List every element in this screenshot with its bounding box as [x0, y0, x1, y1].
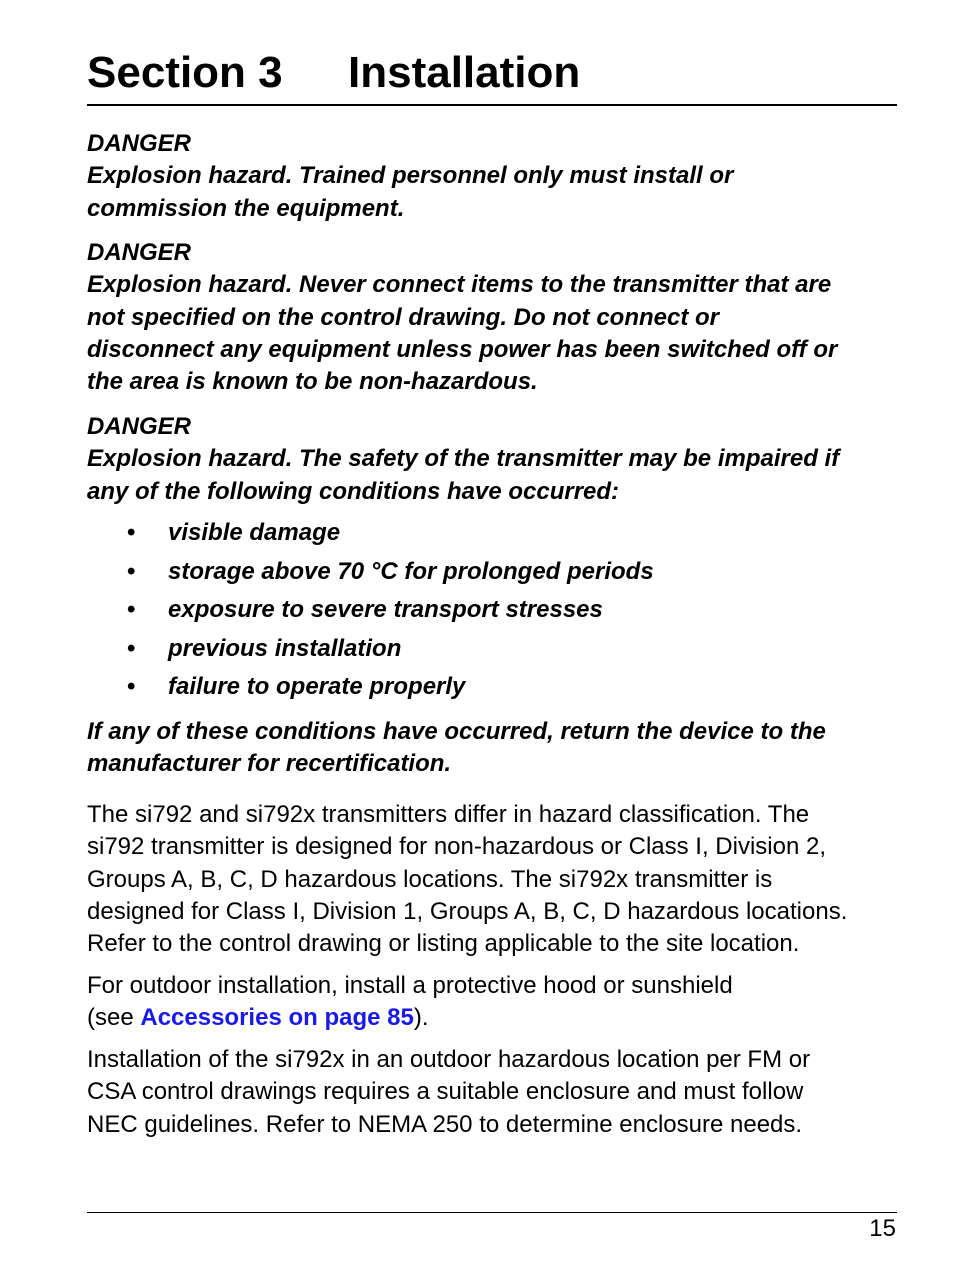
danger-label: DANGER — [87, 413, 192, 440]
page-number: 15 — [869, 1215, 896, 1242]
list-item-text: previous installation — [168, 634, 402, 662]
recert-text-line: If any of these conditions have occurred, return the device to the — [87, 718, 826, 745]
list-item — [87, 670, 654, 709]
paragraph-line: si792 transmitter is designed for non-hazardous or Class I, Division 2, — [87, 833, 827, 861]
outdoor-installation-paragraph — [87, 970, 902, 1035]
enclosure-paragraph — [87, 1044, 902, 1141]
accessories-link[interactable]: Accessories on page 85 — [140, 1004, 414, 1032]
danger-notice-3 — [87, 411, 899, 508]
recertification-notice — [87, 716, 899, 781]
danger-text-line: any of the following conditions have occurred: — [87, 477, 620, 505]
paragraph-line: Groups A, B, C, D hazardous locations. The si792x transmitter is — [87, 865, 773, 893]
section-number: Section 3 — [87, 48, 283, 97]
footer-divider — [87, 1212, 897, 1213]
paragraph-line: designed for Class I, Division 1, Groups A, B, C, D hazardous locations. — [87, 897, 848, 925]
list-item-text: visible damage — [168, 519, 341, 546]
danger-notice-2 — [87, 237, 899, 398]
paragraph-line — [87, 1002, 902, 1034]
paragraph-line: Installation of the si792x in an outdoor hazardous location per FM or — [87, 1046, 811, 1073]
bullet-icon: • — [127, 634, 136, 662]
bullet-icon: • — [127, 673, 136, 701]
conditions-list — [87, 516, 654, 709]
paragraph-text: (see — [87, 1004, 141, 1032]
danger-label: DANGER — [87, 130, 192, 157]
danger-notice-1 — [87, 128, 899, 225]
list-item — [87, 593, 654, 632]
section-title: Installation — [348, 48, 581, 97]
danger-text-line: Explosion hazard. Never connect items to the transmitter that are — [87, 271, 832, 299]
list-item — [87, 632, 654, 671]
danger-text-line: the area is known to be non-hazardous. — [87, 368, 538, 396]
paragraph-line: For outdoor installation, install a protective hood or sunshield — [87, 972, 733, 999]
list-item-text: failure to operate properly — [168, 673, 466, 701]
bullet-icon: • — [127, 519, 136, 546]
recert-text-line: manufacturer for recertification. — [87, 750, 452, 778]
danger-text-line: not specified on the control drawing. Do not connect or — [87, 303, 720, 331]
list-item — [87, 516, 654, 555]
danger-text-line: commission the equipment. — [87, 194, 405, 222]
paragraph-line: CSA control drawings requires a suitable enclosure and must follow — [87, 1078, 804, 1106]
hazard-classification-paragraph — [87, 799, 902, 960]
bullet-icon: • — [127, 557, 136, 585]
paragraph-text: ). — [413, 1004, 429, 1032]
section-heading — [87, 44, 897, 106]
danger-text-line: disconnect any equipment unless power has been switched off or — [87, 335, 838, 363]
danger-text-line: Explosion hazard. Trained personnel only must install or — [87, 162, 734, 190]
list-item-text: exposure to severe transport stresses — [168, 596, 603, 624]
bullet-icon: • — [127, 596, 136, 624]
paragraph-line: Refer to the control drawing or listing applicable to the site location. — [87, 930, 800, 958]
danger-label: DANGER — [87, 239, 192, 266]
paragraph-line: NEC guidelines. Refer to NEMA 250 to determine enclosure needs. — [87, 1110, 803, 1138]
danger-text-line: Explosion hazard. The safety of the transmitter may be impaired if — [87, 445, 840, 473]
list-item — [87, 555, 654, 594]
paragraph-line: The si792 and si792x transmitters differ in hazard classification. The — [87, 801, 810, 828]
list-item-text: storage above 70 °C for prolonged periods — [168, 557, 654, 585]
